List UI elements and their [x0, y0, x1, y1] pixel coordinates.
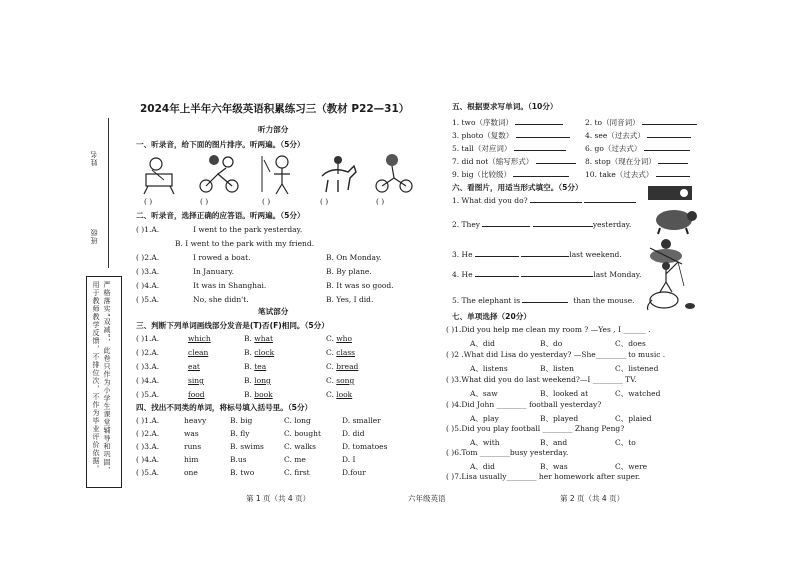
s7-q4-opt-c[interactable]: C、plaied — [615, 414, 652, 423]
section-3-title: 三、判断下列单词画线部分发音是(T)否(F)相同。（5分） — [136, 321, 329, 330]
picture-girl-cycling-icon — [376, 154, 412, 192]
s4-row-4-a: him — [184, 455, 199, 464]
s5-item-6 — [585, 143, 690, 154]
s2-q3-a: In January. — [193, 267, 234, 276]
s2-q1-a: I went to the park yesterday. — [193, 225, 303, 234]
s6-q5-start: 5. The elephant is — [452, 296, 521, 305]
s3-row-5-a: food — [188, 390, 205, 399]
s6-q1-text: 1. What did you do? — [452, 196, 528, 205]
section-2-title: 二、听录音，选择正确的应答语。听两遍。（5分） — [136, 211, 305, 220]
s3-row-4-c-label: C. song — [326, 376, 355, 385]
s6-q4-blank-2[interactable] — [521, 270, 593, 277]
s5-item-8 — [585, 156, 688, 167]
s5-item-6-label: 6. go（过去式） — [585, 144, 642, 153]
s7-q7[interactable]: ( )7.Lisa usually________ her homework after super. — [446, 472, 641, 481]
s7-q6-opt-a[interactable]: A、did — [470, 462, 495, 471]
s7-q3-opt-c[interactable]: C、watched — [615, 389, 661, 398]
s5-item-2-label: 2. to（同音词） — [585, 118, 640, 127]
s5-item-7-label: 7. did not（缩写形式） — [452, 157, 534, 166]
subject-footer: 六年级英语 — [408, 494, 446, 503]
s4-row-3-a: runs — [184, 442, 202, 451]
s2-q2-b: B. On Monday. — [326, 253, 382, 262]
s6-q4-start: 4. He — [452, 270, 473, 279]
s4-row-5-a: one — [184, 468, 198, 477]
s5-item-6-blank[interactable] — [644, 144, 690, 151]
s5-item-1-label: 1. two（序数词） — [452, 118, 513, 127]
s3-row-4-b-label: B. long — [244, 376, 271, 385]
s6-q3-start: 3. He — [452, 250, 473, 259]
s3-row-4-a: sing — [188, 376, 204, 385]
picture-bracket-3[interactable]: ( ) — [262, 197, 271, 206]
s3-row-3-b: tea — [254, 362, 267, 371]
s5-item-3 — [452, 130, 570, 141]
s7-q2-opt-b[interactable]: B、listen — [540, 364, 574, 373]
s7-q1[interactable]: ( )1.Did you help me clean my room ? —Yes , I ______ . — [446, 325, 651, 334]
section-7-title: 七、单项选择（20分） — [452, 312, 531, 321]
s2-q1-num[interactable]: ( )1.A. — [136, 225, 160, 234]
s7-q6-opt-c[interactable]: C、were — [615, 462, 648, 471]
s2-q3-b: B. By plane. — [326, 267, 372, 276]
s3-row-2-b-label: B. clock — [244, 348, 275, 357]
s5-item-1 — [452, 117, 563, 128]
s4-row-5-c: C. first — [284, 468, 310, 477]
s7-q2-opt-a[interactable]: A、listens — [470, 364, 508, 373]
s5-item-9-label: 9. big（比较级） — [452, 170, 512, 179]
s6-q5-blank[interactable] — [522, 296, 568, 303]
s6-q3-end: last weekend. — [569, 250, 622, 259]
s4-row-4-b: B.us — [230, 455, 247, 464]
s3-row-1-b: what — [254, 334, 274, 343]
s6-q3 — [452, 250, 622, 259]
s5-item-4 — [585, 130, 691, 141]
s4-row-4-num[interactable]: ( )4.A. — [136, 455, 160, 464]
s4-row-2-a: was — [184, 429, 199, 438]
section-4-title: 四、找出不同类的单词，将标号填入括号里。（5分） — [136, 403, 313, 412]
s7-q3-opt-a[interactable]: A、saw — [470, 389, 498, 398]
page-title: 2024年上半年六年级英语积累练习三（教材 P22—31） — [140, 103, 410, 115]
binding-line — [108, 118, 109, 268]
s6-q2 — [452, 220, 631, 229]
s2-q5-a: No, she didn't. — [193, 295, 249, 304]
s6-q3-blank-2[interactable] — [521, 250, 569, 257]
s5-item-7 — [452, 156, 576, 167]
s2-q2-a: I rowed a boat. — [193, 253, 251, 262]
s5-item-3-blank[interactable] — [516, 131, 570, 138]
s4-row-3-d: D. tomatoes — [342, 442, 388, 451]
s7-q1-opt-b[interactable]: B、do — [540, 339, 563, 348]
s3-row-3-b-label: B. tea — [244, 362, 267, 371]
s3-row-4-b: long — [254, 376, 271, 385]
s4-row-3-num[interactable]: ( )3.A. — [136, 442, 160, 451]
s7-q1-opt-a[interactable]: A、did — [470, 339, 495, 348]
s6-q5 — [452, 296, 635, 305]
s3-row-3-num[interactable]: ( )3.A. — [136, 362, 160, 371]
s4-row-1-d: D. smaller — [342, 416, 381, 425]
s2-q4-a: It was in Shanghai. — [193, 281, 267, 290]
s3-row-2-c-label: C. class — [326, 348, 356, 357]
s5-item-4-label: 4. see（过去式） — [585, 131, 645, 140]
notice-box — [86, 276, 122, 488]
s2-q5-num[interactable]: ( )5.A. — [136, 295, 160, 304]
s2-q5-b: B. Yes, I did. — [326, 295, 374, 304]
s6-q4-end: last Monday. — [593, 270, 642, 279]
s5-item-10-blank[interactable] — [656, 170, 690, 177]
s7-q6-opt-b[interactable]: B、was — [540, 462, 568, 471]
s3-row-1-c: who — [336, 334, 353, 343]
s5-item-2 — [585, 117, 697, 128]
s2-q4-b: B. It was so good. — [326, 281, 394, 290]
s3-row-2-num[interactable]: ( )2.A. — [136, 348, 160, 357]
s6-q2-blank-1[interactable] — [482, 220, 530, 227]
s4-row-3-b: B. swims — [230, 442, 264, 451]
picture-bracket-2[interactable]: ( ) — [200, 197, 209, 206]
s4-row-2-b: B. fly — [230, 429, 250, 438]
s4-row-3-c: C. walks — [284, 442, 316, 451]
s4-row-4-c: C. me — [284, 455, 306, 464]
s6-q1-blank-1[interactable] — [530, 196, 582, 203]
page-1-footer: 第 1 页（共 4 页） — [246, 494, 311, 503]
s7-q3-opt-b[interactable]: B、looked at — [540, 389, 589, 398]
picture-boy-fishing-icon — [262, 156, 290, 194]
s6-q5-end: than the mouse. — [573, 296, 635, 305]
s5-item-9 — [452, 169, 569, 180]
s3-row-4-c: song — [336, 376, 355, 385]
s4-row-5-b: B. two — [230, 468, 255, 477]
s7-q5-opt-c[interactable]: C、to — [615, 438, 636, 447]
s7-q5-opt-a[interactable]: A、with — [470, 438, 500, 447]
s4-row-1-b: B. big — [230, 416, 253, 425]
s7-q2[interactable]: ( )2 .What did Lisa do yesterday? —She________ to music . — [446, 350, 666, 359]
page-2-footer: 第 2 页（共 4 页） — [560, 494, 625, 503]
class-label: 班级 — [90, 228, 98, 244]
s5-item-3-label: 3. photo（复数） — [452, 131, 514, 140]
s4-row-4-d: D. I — [342, 455, 356, 464]
s5-item-10 — [585, 169, 690, 180]
s5-item-8-blank[interactable] — [658, 157, 688, 164]
s6-q4 — [452, 270, 641, 279]
section-6-title: 六、看图片，用适当形式填空。（5分） — [452, 183, 583, 192]
picture-boy-reading-icon — [144, 158, 174, 194]
s3-row-2-a: clean — [188, 348, 209, 357]
s7-q1-opt-c[interactable]: C、does — [615, 339, 646, 348]
s4-row-2-d: D. did — [342, 429, 365, 438]
s4-row-1-a: heavy — [184, 416, 207, 425]
s2-q3-num[interactable]: ( )3.A. — [136, 267, 160, 276]
picture-rowing-boat-icon — [650, 239, 682, 264]
name-label: 姓名 — [90, 150, 98, 166]
s7-q4-opt-b[interactable]: B、played — [540, 414, 579, 423]
s3-row-4-num[interactable]: ( )4.A. — [136, 376, 160, 385]
s3-row-1-c-label: C. who — [326, 334, 353, 343]
s4-row-1-c: C. long — [284, 416, 311, 425]
s7-q5[interactable]: ( )5.Did you play football ________ Zhang Peng? — [446, 424, 625, 433]
s2-q1-b: B. I went to the park with my friend. — [175, 239, 315, 248]
s4-row-2-c: C. bought — [284, 429, 322, 438]
section-5-title: 五、根据要求写单词。（10分） — [452, 102, 558, 111]
s6-q2-end: yesterday. — [592, 220, 632, 229]
s5-item-4-blank[interactable] — [647, 131, 691, 138]
s7-q5-opt-b[interactable]: B、and — [540, 438, 568, 447]
s5-item-1-blank[interactable] — [515, 118, 563, 125]
s3-row-3-c: bread — [336, 362, 359, 371]
s3-row-2-b: clock — [254, 348, 275, 357]
s7-q2-opt-c[interactable]: C、listened — [615, 364, 659, 373]
s3-row-3-a: eat — [188, 362, 200, 371]
s6-pictures — [644, 182, 704, 312]
picture-turtle-icon — [656, 210, 697, 234]
s6-q3-blank-1[interactable] — [475, 250, 519, 257]
s3-row-1-a: which — [188, 334, 211, 343]
s7-q4[interactable]: ( )4.Did John ________ football yesterday? — [446, 400, 602, 409]
picture-bracket-5[interactable]: ( ) — [376, 197, 385, 206]
written-heading: 笔试部分 — [258, 307, 289, 316]
s3-row-1-b-label: B. what — [244, 334, 274, 343]
picture-elephant-mouse-icon — [648, 292, 696, 310]
s3-row-3-c-label: C. bread — [326, 362, 359, 371]
s3-row-5-c-label: C. look — [326, 390, 353, 399]
s5-item-5-blank[interactable] — [514, 144, 566, 151]
listening-pictures — [142, 152, 422, 198]
notice-text: 严格落实“双减”，此卷只作为小学生课堂辅导和巩固，用于教师教学反馈，不排位次，不作为毕业评价依据。 — [92, 281, 111, 475]
s3-row-5-num[interactable]: ( )5.A. — [136, 390, 160, 399]
s5-item-7-blank[interactable] — [536, 157, 576, 164]
s3-row-5-c: look — [336, 390, 353, 399]
s3-row-1-num[interactable]: ( )1.A. — [136, 334, 160, 343]
s7-q3[interactable]: ( )3.What did you do last weekend?—I ________ TV. — [446, 375, 637, 384]
s3-row-2-c: class — [336, 348, 356, 357]
s5-item-5 — [452, 143, 566, 154]
s5-item-9-blank[interactable] — [513, 170, 569, 177]
s6-q4-blank-1[interactable] — [475, 270, 519, 277]
s7-q6[interactable]: ( )6.Tom ________busy yesterday. — [446, 448, 569, 457]
s2-q4-num[interactable]: ( )4.A. — [136, 281, 160, 290]
s6-q2-blank-2[interactable] — [533, 220, 593, 227]
listening-heading: 听力部分 — [258, 125, 289, 134]
s3-row-5-b: book — [254, 390, 273, 399]
s4-row-5-d: D.four — [342, 468, 366, 477]
s4-row-5-num[interactable]: ( )5.A. — [136, 468, 160, 477]
picture-horse-riding-icon — [322, 156, 356, 192]
s5-item-5-label: 5. tall（对应词） — [452, 144, 512, 153]
picture-fishing-man-icon — [660, 262, 684, 292]
picture-bracket-1[interactable]: ( ) — [144, 197, 153, 206]
s4-row-1-num[interactable]: ( )1.A. — [136, 416, 160, 425]
picture-bracket-4[interactable]: ( ) — [320, 197, 329, 206]
s6-q1 — [452, 196, 636, 205]
s6-q2-start: 2. They — [452, 220, 481, 229]
picture-monkey-on-rock-icon — [648, 186, 692, 200]
s5-item-2-blank[interactable] — [642, 118, 697, 125]
s5-item-8-label: 8. stop（现在分词） — [585, 157, 656, 166]
s2-q2-num[interactable]: ( )2.A. — [136, 253, 160, 262]
s7-q4-opt-a[interactable]: A、play — [470, 414, 499, 423]
picture-kids-riding-icon — [200, 155, 238, 192]
s5-item-10-label: 10. take（过去式） — [585, 170, 654, 179]
section-1-title: 一、听录音，给下面的图片排序。听两遍。（5分） — [136, 140, 305, 149]
s6-q1-blank-2[interactable] — [584, 196, 636, 203]
s3-row-5-b-label: B. book — [244, 390, 273, 399]
s4-row-2-num[interactable]: ( )2.A. — [136, 429, 160, 438]
